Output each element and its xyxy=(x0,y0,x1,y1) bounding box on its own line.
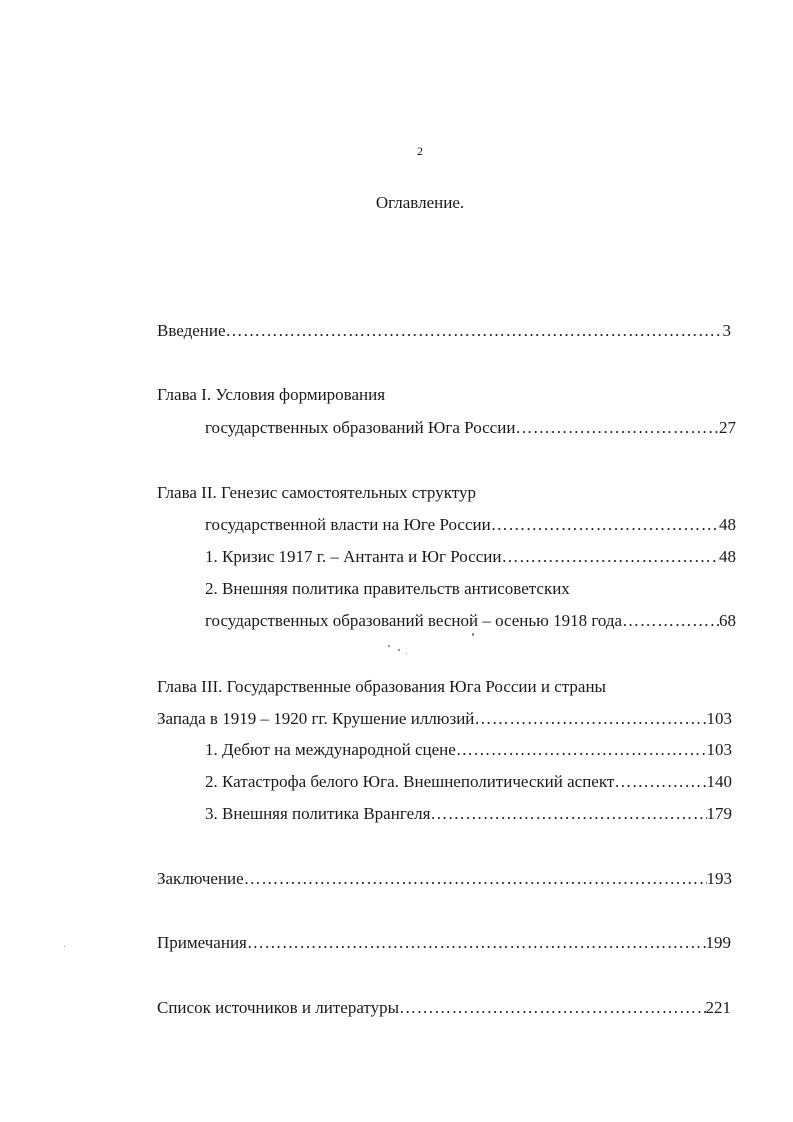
toc-entry-chapter-3-section-1 xyxy=(205,740,732,760)
toc-entry-notes xyxy=(157,933,731,953)
toc-entry-chapter-2-section-1 xyxy=(205,547,736,567)
toc-entry-page: 103 xyxy=(706,709,732,728)
scan-speck xyxy=(398,649,400,651)
leader-dots xyxy=(474,709,706,729)
toc-entry-label: государственных образований Юга России xyxy=(205,418,516,437)
toc-entry-page: 48 xyxy=(719,547,736,566)
toc-entry-label: Введение xyxy=(157,321,226,340)
toc-chapter-2-title: Глава II. Генезис самостоятельных структур xyxy=(157,483,476,502)
leader-dots xyxy=(491,515,719,535)
toc-entry-chapter-3 xyxy=(157,709,732,729)
toc-entry-page: 27 xyxy=(719,418,736,437)
toc-chapter-3-title: Глава III. Государственные образования Юга России и страны xyxy=(157,677,606,696)
leader-dots xyxy=(244,869,707,889)
toc-entry-chapter-2-section-2 xyxy=(205,611,736,631)
leader-dots xyxy=(622,611,719,631)
toc-entry-chapter-2 xyxy=(205,515,736,535)
scan-speck xyxy=(406,653,407,654)
toc-entry-label: Запада в 1919 – 1920 гг. Крушение иллюзий xyxy=(157,709,475,728)
scan-speck xyxy=(472,633,474,636)
toc-entry-page: 221 xyxy=(705,998,731,1017)
page-number: 2 xyxy=(417,144,423,158)
leader-dots xyxy=(430,804,706,824)
scan-speck xyxy=(388,645,390,647)
toc-entry-label: Список источников и литературы xyxy=(157,998,400,1017)
toc-entry-intro xyxy=(157,321,731,341)
leader-dots xyxy=(247,933,706,953)
leader-dots xyxy=(226,321,723,341)
toc-entry-label: государственных образований весной – осенью 1918 года xyxy=(205,611,623,630)
toc-entry-label: 3. Внешняя политика Врангеля xyxy=(205,804,431,823)
leader-dots xyxy=(614,772,706,792)
toc-entry-page: 179 xyxy=(706,804,732,823)
toc-entry-page: 193 xyxy=(706,869,732,888)
toc-chapter-1-title: Глава I. Условия формирования xyxy=(157,385,386,404)
toc-title: Оглавление. xyxy=(375,193,465,212)
toc-entry-page: 68 xyxy=(719,611,736,630)
toc-entry-label: 1. Кризис 1917 г. – Антанта и Юг России xyxy=(205,547,502,566)
toc-entry-sources xyxy=(157,998,731,1018)
toc-entry-page: 140 xyxy=(706,772,732,791)
toc-entry-chapter-1 xyxy=(205,418,736,438)
leader-dots xyxy=(501,547,719,567)
toc-entry-chapter-3-section-2 xyxy=(205,772,732,792)
toc-entry-conclusion xyxy=(157,869,732,889)
toc-chapter-2-section-2-title: 2. Внешняя политика правительств антисоветских xyxy=(205,579,570,598)
leader-dots xyxy=(399,998,705,1018)
toc-entry-page: 48 xyxy=(719,515,736,534)
toc-entry-label: государственной власти на Юге России xyxy=(205,515,491,534)
toc-entry-label: 1. Дебют на международной сцене xyxy=(205,740,456,759)
leader-dots xyxy=(456,740,707,760)
leader-dots xyxy=(515,418,719,438)
toc-entry-label: Примечания xyxy=(157,933,247,952)
toc-entry-page: 199 xyxy=(705,933,731,952)
toc-entry-page: 3 xyxy=(722,321,731,340)
toc-entry-label: Заключение xyxy=(157,869,244,888)
toc-entry-label: 2. Катастрофа белого Юга. Внешнеполитический аспект xyxy=(205,772,615,791)
toc-entry-chapter-3-section-3 xyxy=(205,804,732,824)
toc-entry-page: 103 xyxy=(706,740,732,759)
scan-speck xyxy=(64,946,65,947)
